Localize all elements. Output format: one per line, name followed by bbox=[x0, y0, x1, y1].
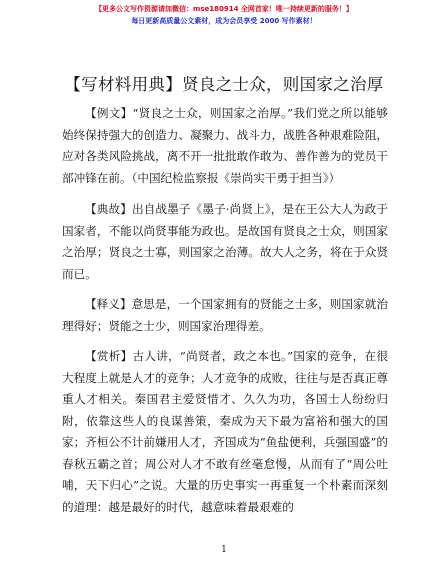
paragraph-text: “贤良之士众，则国家之治厚。”我们党之所以能够始终保持强大的创造力、凝聚力、战斗力，战胜各种艰难险阻，应对各类风险挑战，离不开一批批敢作敢为、善作善为的党员干部冲锋在前。（中国纪检监察报《崇尚实干勇于担当》） bbox=[62, 106, 388, 185]
header-promo-line-1: 【更多公文写作资源请加微信：mse180914 全网首家！唯一持续更新的服务！】 bbox=[95, 5, 353, 13]
document-title: 【写材料用典】贤良之士众，则国家之治厚 bbox=[64, 75, 384, 94]
paragraph-appreciation bbox=[62, 346, 388, 518]
paragraph-example bbox=[62, 103, 388, 189]
document-body bbox=[62, 103, 388, 527]
paragraph-text: 出自战墨子《墨子·尚贤上》，是在王公大人为政于国家者，不能以尚贤事能为政也。是故国有贤良之士众，则国家之治厚；贤良之士寡，则国家之治薄。故大人之务，将在于众贤而已。 bbox=[62, 202, 388, 281]
paragraph-meaning bbox=[62, 294, 388, 337]
paragraph-allusion bbox=[62, 199, 388, 285]
page-number: 1 bbox=[221, 545, 227, 555]
header-promo-line-2: 每日更新高质量公文素材，成为会员享受 2000 写作素材！ bbox=[131, 17, 317, 25]
paragraph-tag: 【赏析】 bbox=[85, 349, 133, 363]
paragraph-tag: 【释义】 bbox=[85, 297, 132, 311]
paragraph-text: 意思是，一个国家拥有的贤能之士多，则国家就治理得好；贤能之士少，则国家治理得差。 bbox=[62, 297, 388, 333]
paragraph-tag: 【例文】 bbox=[85, 106, 133, 120]
paragraph-tag: 【典故】 bbox=[85, 202, 132, 216]
paragraph-text: 古人讲，“尚贤者，政之本也。”国家的竞争，在很大程度上就是人才的竞争；人才竞争的成败，往往与是否真正尊重人才相关。秦国君主爱贤惜才、久久为功，各国士人纷纷归附，依靠这些人的良谋善策，秦成为天下最为富裕和强大的国家；齐桓公不计前嫌用人才，齐国成为“鱼盐便利，兵强国盛”的春秋五霸之首；周公对人才不敢有丝毫怠慢，从而有了“周公吐哺，天下归心”之说。大量的历史事实一再重复一个朴素而深刻的道理：越是最好的时代，越意味着最艰难的 bbox=[62, 349, 388, 514]
